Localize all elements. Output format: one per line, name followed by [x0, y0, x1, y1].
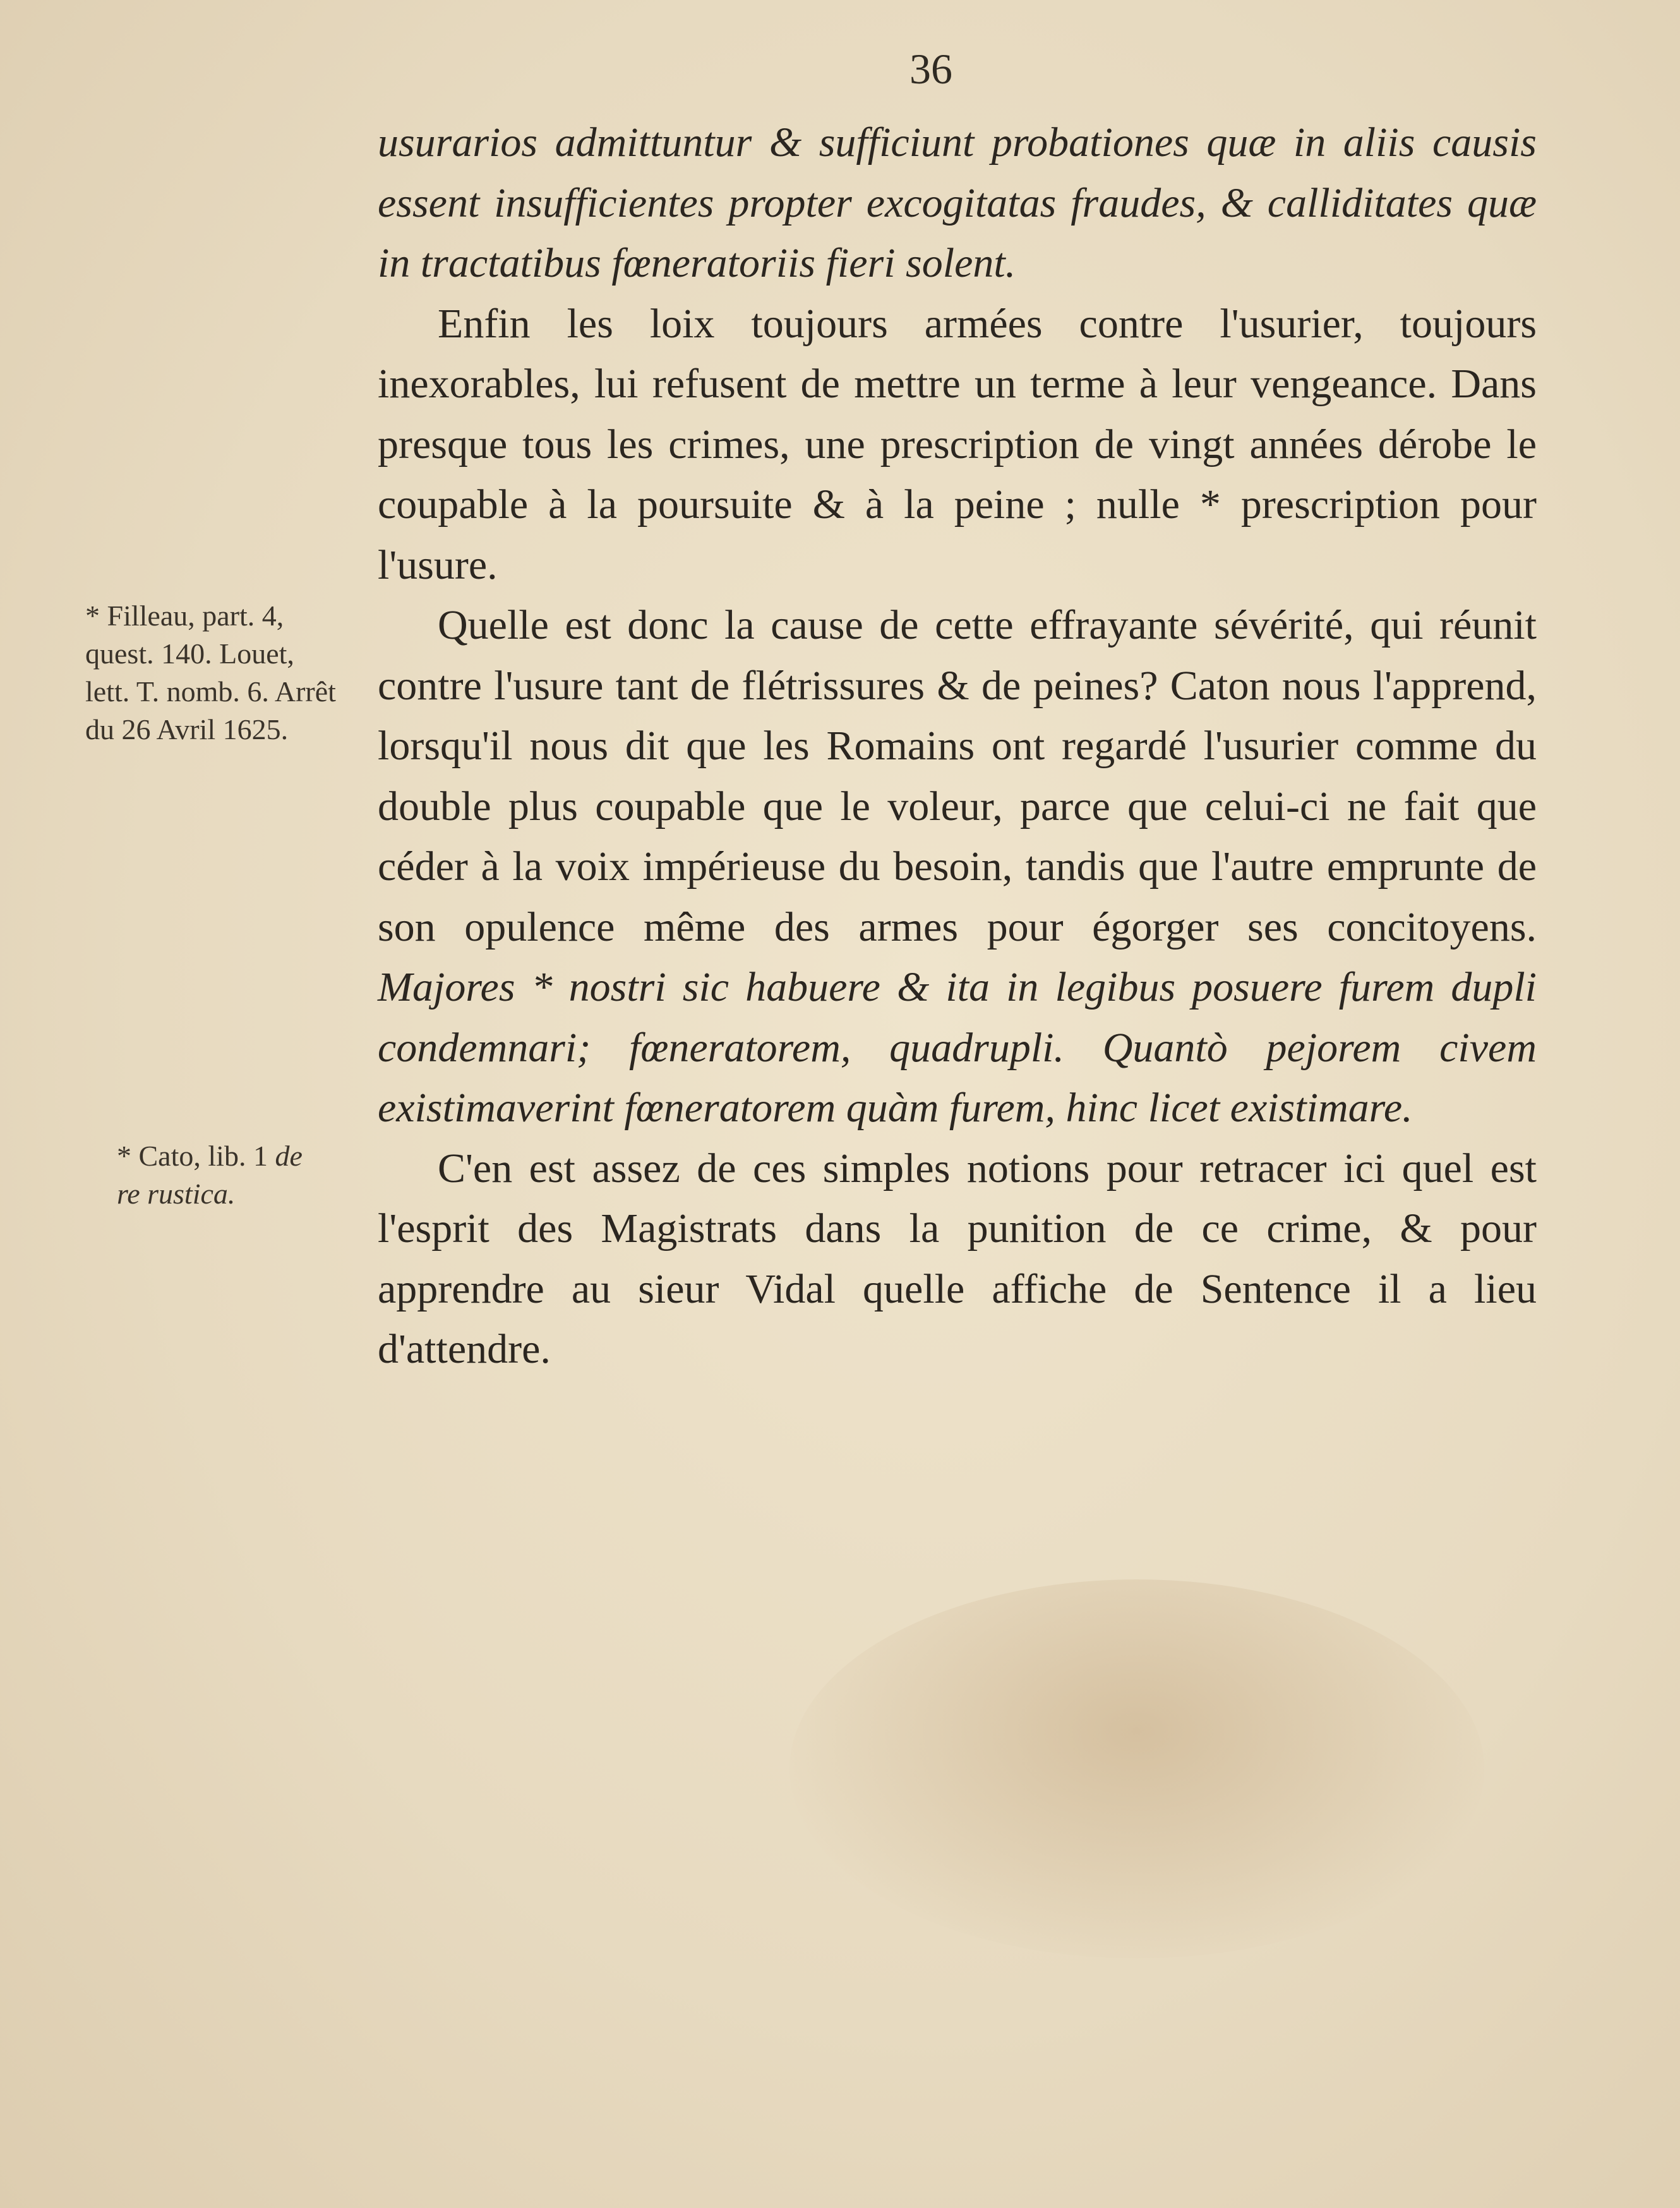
margin-note-filleau: * Filleau, part. 4, quest. 140. Louet, lett. T. nomb. 6. Arrêt du 26 Avril 1625. [85, 600, 336, 745]
latin-quote-cato: Majores * nostri sic habuere & ita in legibus posuere furem dupli condemnari; fœneratorem, quadrupli. Quantò pejorem civem existimaverint fœneratorem quàm furem, hinc licet existimare. [378, 964, 1537, 1131]
paragraph-prescription: Enfin les loix toujours armées contre l'usurier, toujours inexorables, lui refusent de mettre un terme à leur vengeance. Dans presque tous les crimes, une prescription de vingt années dérobe le coupable à la poursuite & à la peine ; nulle * prescription pour l'usure. [378, 300, 1537, 588]
margin-note-cato [117, 1137, 319, 1213]
latin-quote: usurarios admittuntur & sufficiunt probationes quæ in aliis causis essent insufficientes propter excogitatas fraudes, & calliditates quæ in tractatibus fœneratoriis fieri solent. [378, 119, 1537, 286]
paragraph-caton-text: Quelle est donc la cause de cette effrayante sévérité, qui réunit contre l'usure tant de flétrissures & de peines? Caton nous l'apprend, lorsqu'il nous dit que les Romains ont regardé l'usurier comme du double plus coupable que le voleur, parce que celui-ci ne fait que céder à la voix impérieuse du besoin, tandis que l'autre emprunte de son opulence même des armes pour égorger ses concitoyens. [378, 602, 1537, 950]
margin-note-cato-title: de re rustica. [117, 1140, 303, 1210]
margin-note-cato-ref: * Cato, lib. 1 [117, 1140, 268, 1172]
water-stain [789, 1579, 1484, 1958]
page-number: 36 [909, 45, 952, 93]
paragraph-latin-continuation [378, 112, 1537, 294]
body-text [378, 112, 1537, 1380]
paragraph-conclusion: C'en est assez de ces simples notions pour retracer ici quel est l'esprit des Magistrats dans la punition de ce crime, & pour apprendre au sieur Vidal quelle affiche de Sentence il a lieu d'attendre. [378, 1145, 1537, 1372]
paragraph-caton [378, 595, 1537, 1138]
